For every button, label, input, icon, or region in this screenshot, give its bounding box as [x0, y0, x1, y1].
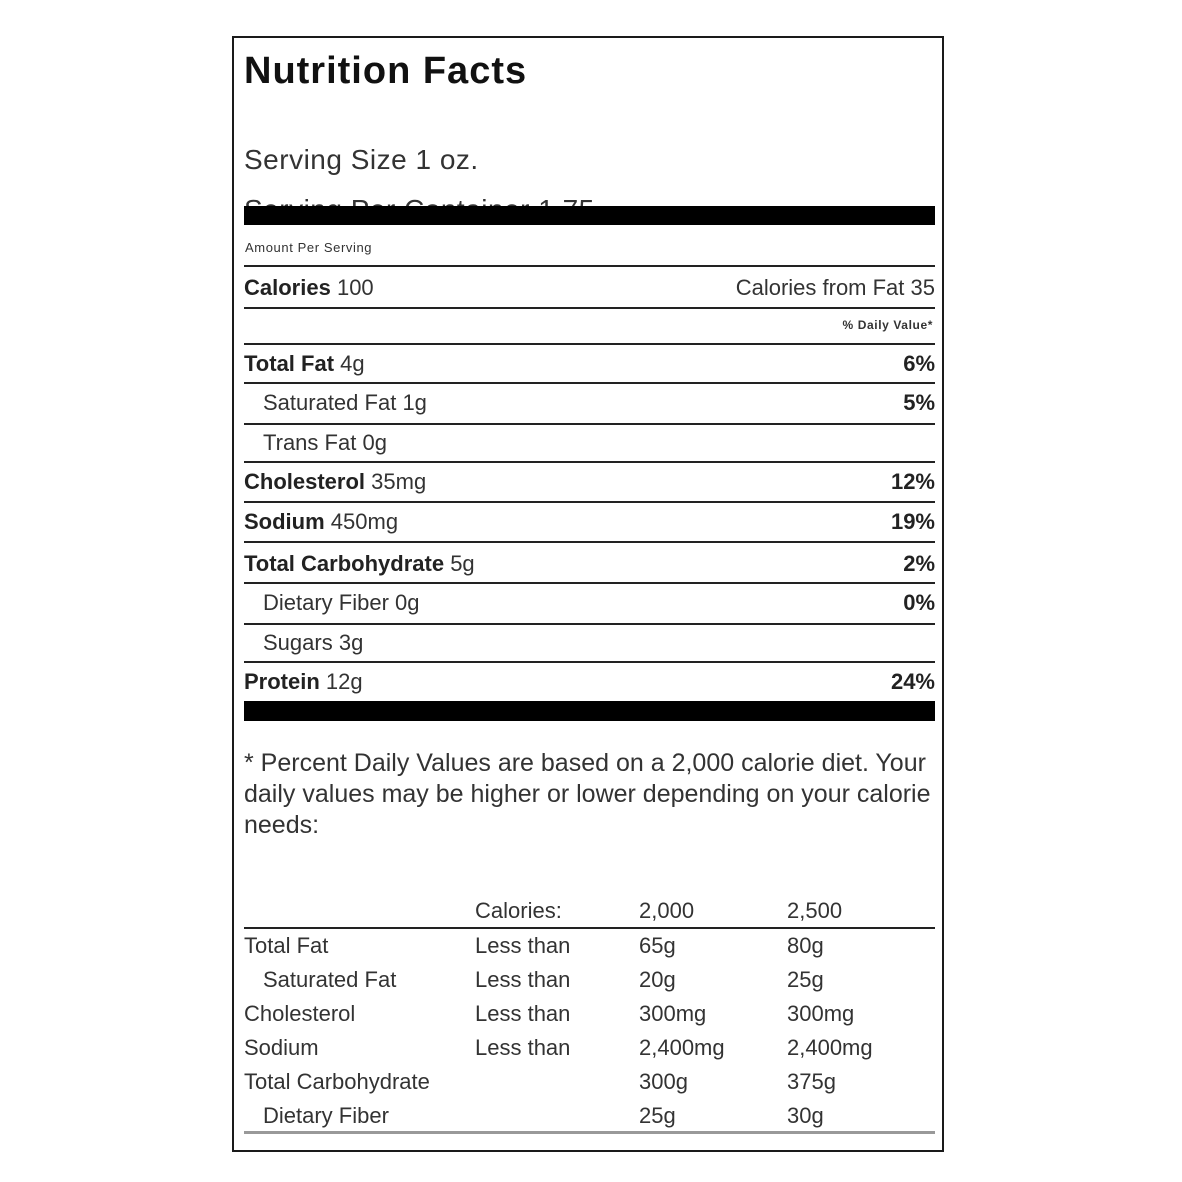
daily-value-footnote: * Percent Daily Values are based on a 2,000 calorie diet. Your daily values may be higher or lower depending on your calorie needs:: [244, 749, 931, 839]
nutrient-percent: 24%: [890, 669, 935, 694]
calories-from-fat: Calories from Fat 35: [735, 275, 935, 300]
nutrient-row-sodium: Sodium 450mg 19%: [244, 509, 935, 534]
nutrition-label: [232, 36, 944, 1152]
daily-value-header: % Daily Value*: [842, 318, 933, 332]
divider: [244, 541, 935, 543]
thick-divider-top: [244, 206, 935, 225]
divider: [244, 1131, 935, 1134]
serving-size: Serving Size 1 oz.: [244, 144, 479, 175]
calories-row: [244, 269, 935, 307]
nutrient-row-protein: Protein 12g 24%: [244, 669, 935, 694]
divider: [244, 927, 935, 929]
daily-values-row: Cholesterol Less than 300mg 300mg: [244, 1001, 855, 1026]
label-title: Nutrition Facts: [244, 50, 528, 92]
daily-values-row: Total Fat Less than 65g 80g: [244, 933, 824, 958]
nutrient-row-total-carbohydrate: Total Carbohydrate 5g 2%: [244, 551, 935, 576]
nutrient-row-total-fat: Total Fat 4g 6%: [244, 351, 935, 376]
amount-per-serving: Amount Per Serving: [245, 240, 373, 255]
calories-label: Calories 100: [244, 275, 374, 300]
daily-values-row: Saturated Fat Less than 20g 25g: [263, 967, 824, 992]
nutrient-percent: 12%: [890, 469, 935, 494]
nutrient-percent: 2%: [903, 551, 935, 576]
nutrient-row-cholesterol: Cholesterol 35mg 12%: [244, 469, 935, 494]
daily-values-header-row: Calories: 2,000 2,500: [475, 898, 843, 923]
nutrient-row-saturated-fat: Saturated Fat 1g 5%: [263, 390, 935, 415]
nutrient-percent: 0%: [903, 590, 935, 615]
nutrient-percent: 19%: [890, 509, 935, 534]
nutrient-row-trans-fat: Trans Fat 0g: [263, 430, 387, 455]
daily-values-row: Sodium Less than 2,400mg 2,400mg: [244, 1035, 873, 1060]
divider: [244, 265, 935, 267]
nutrient-row-sugars: Sugars 3g: [263, 630, 364, 655]
daily-values-row: Total Carbohydrate 300g 375g: [244, 1069, 836, 1094]
nutrient-percent: 5%: [903, 390, 935, 415]
thick-divider-bottom: [244, 701, 935, 721]
daily-values-row: Dietary Fiber 25g 30g: [263, 1103, 824, 1128]
nutrient-percent: 6%: [903, 351, 935, 376]
nutrient-row-dietary-fiber: Dietary Fiber 0g 0%: [263, 590, 935, 615]
divider: [244, 307, 935, 309]
